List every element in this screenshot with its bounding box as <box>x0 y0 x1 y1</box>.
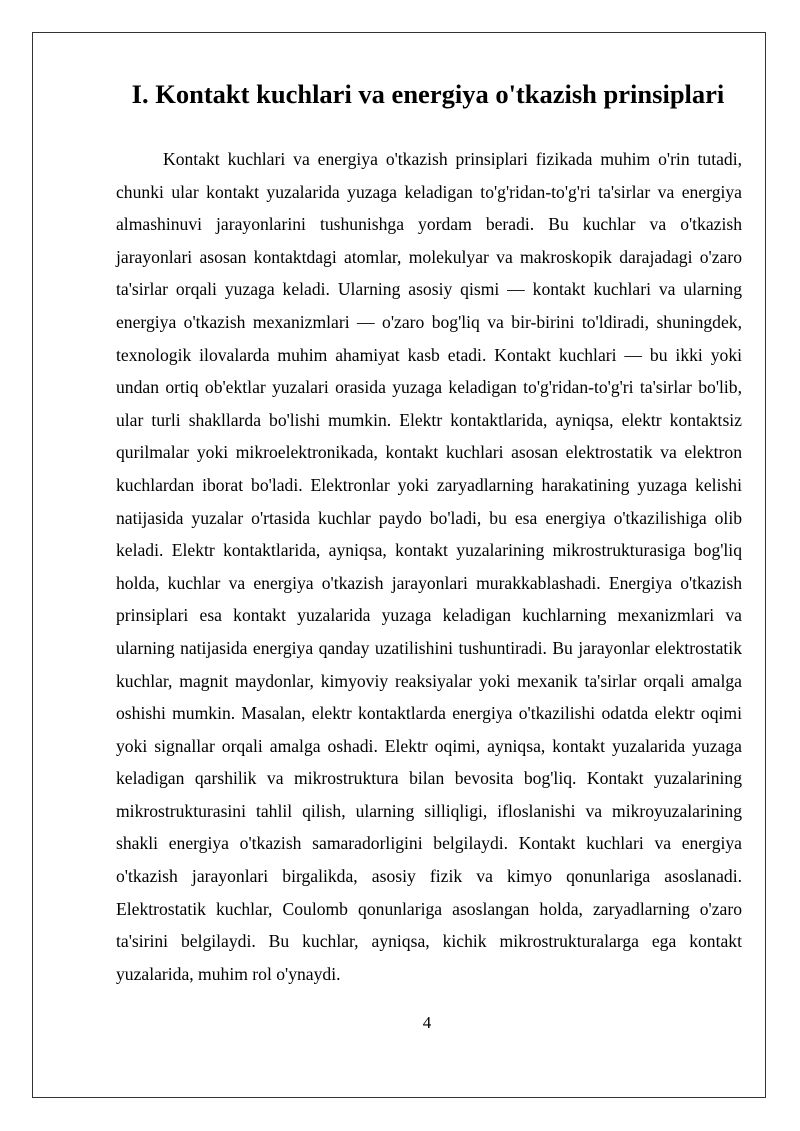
page-number: 4 <box>422 1013 432 1032</box>
body-paragraph: Kontakt kuchlari va energiya o'tkazish prinsiplari fizikada muhim o'rin tutadi, chunki ular kontakt yuzalarida yuzaga keladigan to'g'ridan-to'g'ri ta'sirlar va energiya almashinuvi jarayonlarini tushunishga yordam beradi. Bu kuchlar va o'tkazish jarayonlari asosan kontaktdagi atomlar, molekulyar va makroskopik darajadagi o'zaro ta'sirlar orqali yuzaga keladi. Ularning asosiy qismi — kontakt kuchlari va ularning energiya o'tkazish mexanizmlari — o'zaro bog'liq va bir-birini to'ldiradi, shuningdek, texnologik ilovalarda muhim ahamiyat kasb etadi. Kontakt kuchlari — bu ikki yoki undan ortiq ob'ektlar yuzalari orasida yuzaga keladigan to'g'ridan-to'g'ri ta'sirlar bo'lib, ular turli shakllarda bo'lishi mumkin. Elektr kontaktlarida, ayniqsa, elektr kontaktsiz qurilmalar yoki mikroelektronikada, kontakt kuchlari asosan elektrostatik va elektron kuchlardan iborat bo'ladi. Elektronlar yoki zaryadlarning harakatining yuzaga kelishi natijasida yuzalar o'rtasida kuchlar paydo bo'ladi, bu esa energiya o'tkazilishiga olib keladi. Elektr kontaktlarida, ayniqsa, kontakt yuzalarining mikrostrukturasiga bog'liq holda, kuchlar va energiya o'tkazish jarayonlari murakkablashadi. Energiya o'tkazish prinsiplari esa kontakt yuzalarida yuzaga keladigan kuchlarning mexanizmlari va ularning natijasida energiya qanday uzatilishini tushuntiradi. Bu jarayonlar elektrostatik kuchlar, magnit maydonlar, kimyoviy reaksiyalar yoki mexanik ta'sirlar orqali amalga oshishi mumkin. Masalan, elektr kontaktlarda energiya o'tkazilishi odatda elektr oqimi yoki signallar orqali amalga oshadi. Elektr oqimi, ayniqsa, kontakt yuzalarida yuzaga keladigan qarshilik va mikrostruktura bilan bevosita bog'liq. Kontakt yuzalarining mikrostrukturasini tahlil qilish, ularning silliqligi, ifloslanishi va mikroyuzalarining shakli energiya o'tkazish samaradorligini belgilaydi. Kontakt kuchlari va energiya o'tkazish jarayonlari birgalikda, asosiy fizik va kimyo qonunlariga asoslanadi. Elektrostatik kuchlar, Coulomb qonunlariga asoslangan holda, zaryadlarning o'zaro ta'sirini belgilaydi. Bu kuchlar, ayniqsa, kichik mikrostrukturalarga ega kontakt yuzalarida, muhim rol o'ynaydi. <box>116 149 742 984</box>
section-heading: I. Kontakt kuchlari va energiya o'tkazish prinsiplari <box>131 79 725 109</box>
